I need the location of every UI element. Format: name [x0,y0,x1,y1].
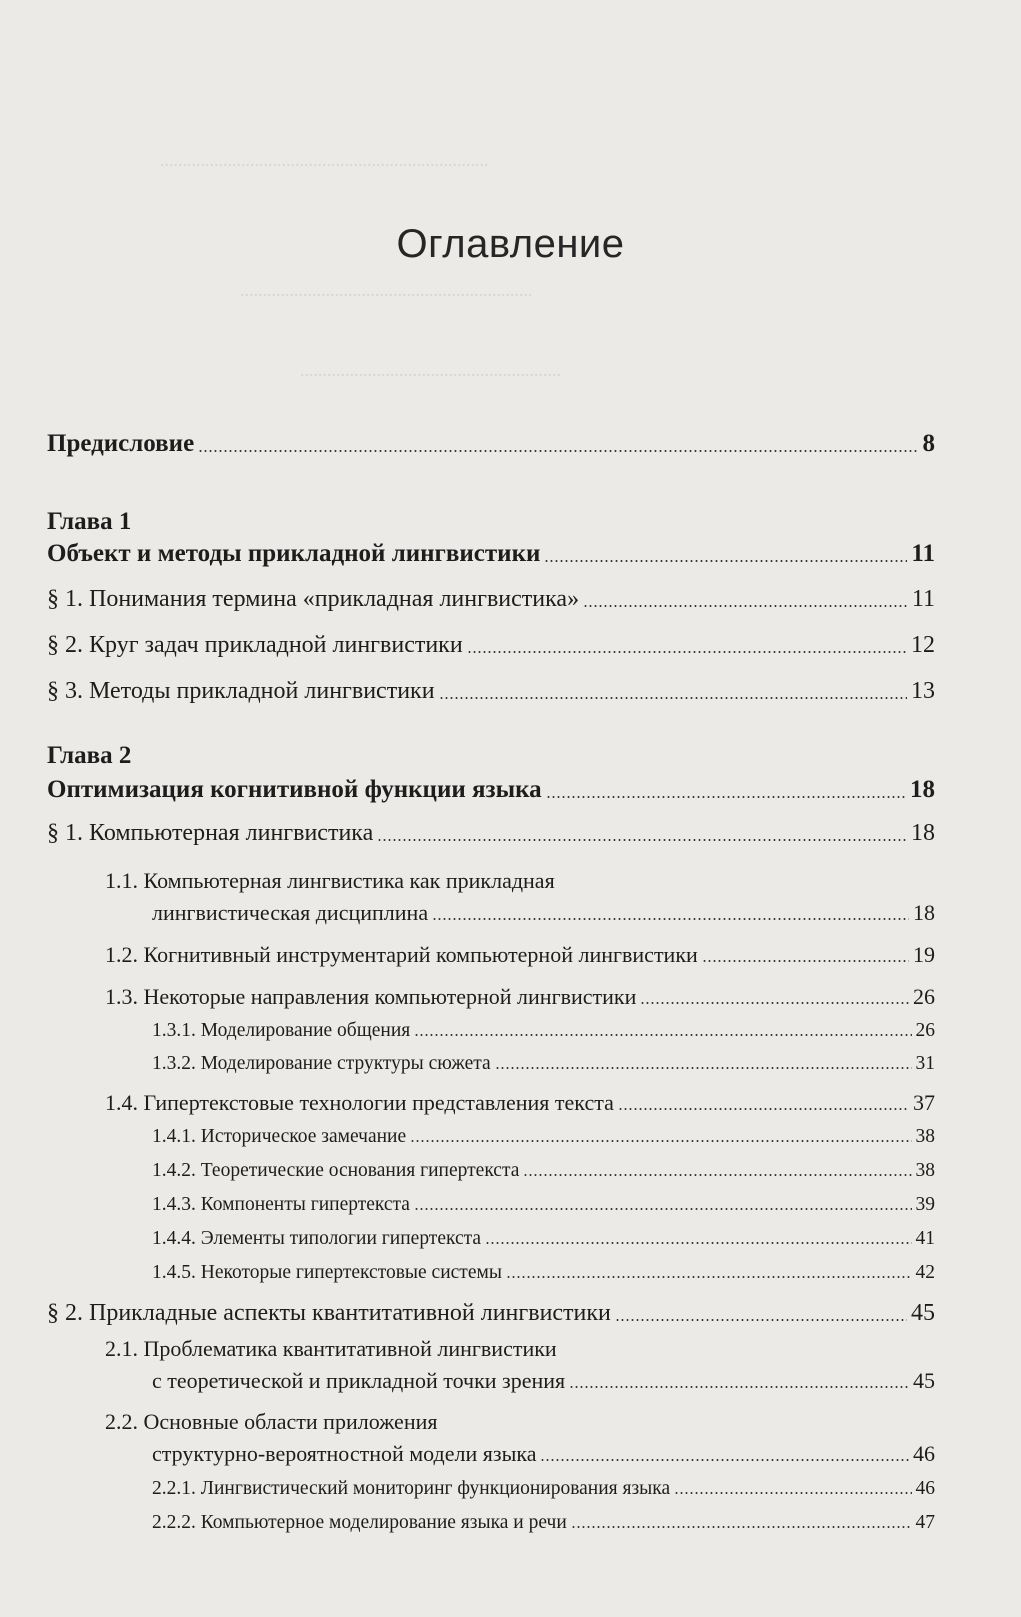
toc-entry-subsection-first-line [105,868,935,894]
leader-dots [583,605,908,607]
toc-entry-subsection [105,942,935,968]
entry-continuation: структурно-вероятностной модели языка [152,1441,537,1466]
page-number: 38 [915,1126,935,1147]
page-number: 11 [911,540,935,567]
toc-entry-subsubsection [152,1194,935,1216]
page-number: 39 [915,1194,935,1215]
page-number: 38 [915,1160,935,1181]
toc-entry-chapter-title [47,540,935,568]
leader-dots [439,697,907,699]
leader-dots [702,960,909,962]
leader-dots [546,796,906,798]
page-number: 19 [913,942,935,967]
page-number: 45 [913,1368,935,1393]
leader-dots [540,1459,909,1461]
page-number: 42 [915,1262,935,1283]
toc-entry-subsection [105,1090,935,1116]
entry-text: 1.3. Некоторые направления компьютерной лингвистики [105,984,637,1009]
entry-text: § 1. Понимания термина «прикладная лингвистика» [47,586,580,612]
entry-text: 2.2.1. Лингвистический мониторинг функционирования языка [152,1478,671,1499]
page-number: 11 [911,586,935,612]
toc-entry-subsection-first-line [105,1336,935,1362]
leader-dots [485,1242,911,1244]
page-number: 18 [913,900,935,925]
page-number: 47 [915,1512,935,1533]
leader-dots [618,1108,909,1110]
page-number: 26 [913,984,935,1009]
leader-dots [640,1002,909,1004]
page-number: 18 [911,820,935,846]
toc-entry-subsubsection [152,1020,935,1042]
entry-text: 1.4.2. Теоретические основания гипертекста [152,1160,520,1181]
toc-entry-subsection [105,984,935,1010]
entry-text: 1.2. Когнитивный инструментарий компьютерной лингвистики [105,942,698,967]
toc-entry-subsubsection [152,1478,935,1500]
entry-text: § 2. Круг задач прикладной лингвистики [47,632,463,658]
page-number: 18 [910,776,935,803]
entry-text: 1.4.3. Компоненты гипертекста [152,1194,410,1215]
entry-text: Оптимизация когнитивной функции языка [47,776,542,803]
toc-entry-subsection [152,900,935,926]
leader-dots [414,1208,912,1210]
toc-entry-subsection [152,1368,935,1394]
toc-entry-section [47,586,935,613]
toc-entry-section [47,1300,935,1327]
entry-continuation: лингвистическая дисциплина [152,900,429,925]
entry-text: § 3. Методы прикладной лингвистики [47,678,435,704]
entry-text: 2.1. Проблематика квантитативной лингвистики [105,1336,557,1361]
leader-dots [506,1276,912,1278]
toc-entry-section [47,632,935,659]
entry-continuation: с теоретической и прикладной точки зрения [152,1368,566,1393]
leader-dots [410,1140,911,1142]
leader-dots [432,918,909,920]
leader-dots [544,560,907,562]
entry-text: 2.2.2. Компьютерное моделирование языка и речи [152,1512,567,1533]
leader-dots [414,1034,911,1036]
entry-text: 1.4.1. Историческое замечание [152,1126,407,1147]
page-number: 12 [911,632,935,658]
toc-entry-subsection-first-line [105,1409,935,1435]
toc-entry-subsection [152,1441,935,1467]
toc-entry-section [47,678,935,705]
leader-dots [569,1386,909,1388]
entry-text: Предисловие [47,430,195,457]
page-number: 45 [911,1300,935,1326]
leader-dots [523,1174,911,1176]
leader-dots [198,450,918,452]
page-number: 41 [915,1228,935,1249]
toc-entry-preface [47,430,935,458]
toc-entry-subsubsection [152,1160,935,1182]
toc-entry-chapter-title [47,776,935,804]
entry-text: § 1. Компьютерная лингвистика [47,820,374,846]
entry-text: Объект и методы прикладной лингвистики [47,540,541,567]
entry-text: § 2. Прикладные аспекты квантитативной лингвистики [47,1300,611,1326]
leader-dots [674,1492,911,1494]
page-number: 37 [913,1090,935,1115]
leader-dots [615,1319,907,1321]
toc-entry-subsubsection [152,1262,935,1284]
toc-entry-subsubsection [152,1512,935,1534]
leader-dots [571,1526,912,1528]
toc-entry-subsubsection [152,1228,935,1250]
leader-dots [495,1067,912,1069]
entry-text: 1.4.4. Элементы типологии гипертекста [152,1228,482,1249]
entry-text: 1.4. Гипертекстовые технологии представления текста [105,1090,614,1115]
bleed-through-text: ................................................................. [240,280,533,300]
leader-dots [467,651,907,653]
page-number: 26 [915,1020,935,1041]
chapter-heading: Глава 1 [47,508,132,535]
chapter-heading: Глава 2 [47,742,132,769]
page-number: 31 [915,1053,935,1074]
entry-text: 1.4.5. Некоторые гипертекстовые системы [152,1262,502,1283]
page-number: 46 [915,1478,935,1499]
entry-text: 1.3.1. Моделирование общения [152,1020,411,1041]
entry-text: 2.2. Основные области приложения [105,1409,438,1434]
entry-text: 1.3.2. Моделирование структуры сюжета [152,1053,491,1074]
page-number: 13 [911,678,935,704]
toc-entry-section [47,820,935,847]
bleed-through-text: .......................................................... [300,360,561,380]
leader-dots [377,839,907,841]
page-number: 46 [913,1441,935,1466]
page-title: Оглавление [396,222,625,266]
toc-entry-subsubsection [152,1053,935,1075]
page-number: 8 [922,430,935,457]
bleed-through-text: ......................................................................... [160,150,489,170]
toc-entry-subsubsection [152,1126,935,1148]
entry-text: 1.1. Компьютерная лингвистика как прикладная [105,868,555,893]
